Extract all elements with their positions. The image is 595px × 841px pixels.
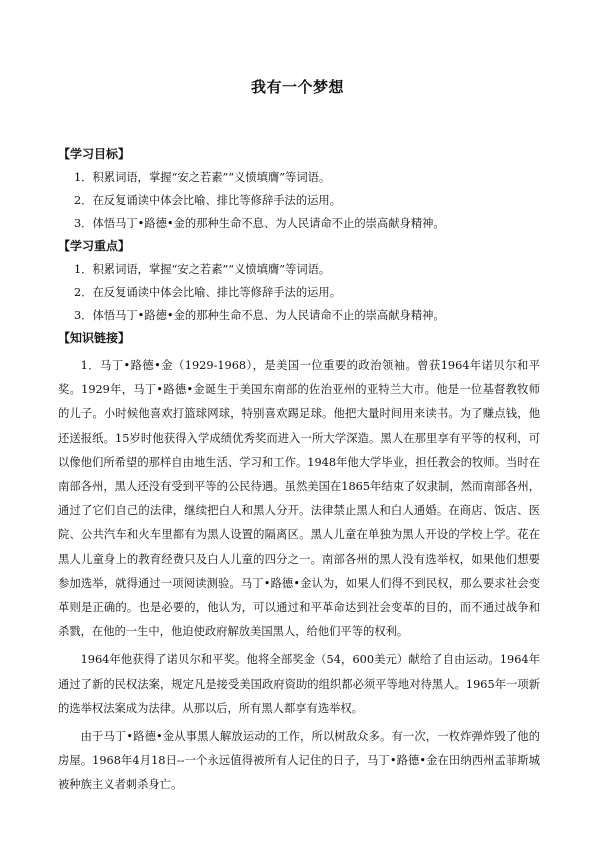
focus-item-2: 2．在反复诵读中体会比喻、排比等修辞手法的运用。 [74, 286, 342, 299]
focus-item-3: 3．体悟马丁•路德•金的那种生命不息、为人民请命不止的崇高献身精神。 [74, 309, 445, 322]
goal-item-1: 1．积累词语，掌握“安之若素”“义愤填膺”等词语。 [74, 171, 331, 184]
section-heading-knowledge: 【知识链接】 [58, 331, 131, 345]
goal-item-3: 3．体悟马丁•路德•金的那种生命不息、为人民请命不止的崇高献身精神。 [74, 217, 445, 230]
document-body [58, 143, 540, 798]
knowledge-paragraph-3: 由于马丁•路德•金从事黑人解放运动的工作，所以树敌众多。有一次，一枚炸弹炸毁了他的房屋。1968年4月18日--一个永远值得被所有人记住的日子，马丁•路德•金在田纳西州孟菲斯城被种族主义者刺杀身亡。 [58, 730, 540, 792]
focus-item-1: 1．积累词语，掌握“安之若素”“义愤填膺”等词语。 [74, 263, 331, 276]
section-heading-focus: 【学习重点】 [58, 239, 131, 253]
knowledge-paragraph-2: 1964年他获得了诺贝尔和平奖。他将全部奖金（54，600美元）献给了自由运动。1964年通过了新的民权法案，规定凡是接受美国政府资助的组织都必须平等地对待黑人。1965年一项新的选举权法案成为法律。从那以后，所有黑人都享有选举权。 [58, 653, 540, 715]
document-title: 我有一个梦想 [250, 78, 344, 96]
section-heading-goals: 【学习目标】 [58, 147, 131, 161]
knowledge-paragraph-1: 1．马丁•路德•金（1929-1968），是美国一位重要的政治领袖。曾获1964年诺贝尔和平奖。1929年，马丁•路德•金诞生于美国东南部的佐治亚州的亚特兰大市。他是一位基督教牧师的儿子。小时候他喜欢打篮球网球，特别喜欢踢足球。他把大量时间用来读书。为了赚点钱，他还送报纸。15岁时他获得入学成绩优秀奖而进入一所大学深造。黑人在那里享有平等的权利，可以像他们所希望的那样自由地生活、学习和工作。1948年他大学毕业，担任教会的牧师。当时在南部各州，黑人还没有受到平等的公民待遇。虽然美国在1865年结束了奴隶制，然而南部各州，通过了它们自己的法律，继续把白人和黑人分开。法律禁止黑人和白人通婚。在商店、饭店、医院、公共汽车和火车里都有为黑人设置的隔离区。黑人儿童在单独为黑人开设的学校上学。花在黑人儿童身上的教育经费只及白人儿童的四分之一。南部各州的黑人没有选举权，如果他们想要参加选举，就得通过一项阅读测验。马丁•路德•金认为，如果人们得不到民权，那么要求社会变革则是正确的。也是必要的，他认为，可以通过和平革命达到社会变革的目的，而不通过战争和杀戮，在他的一生中，他迫使政府解放美国黑人，给他们平等的权利。 [58, 359, 540, 639]
goal-item-2: 2．在反复诵读中体会比喻、排比等修辞手法的运用。 [74, 194, 342, 207]
